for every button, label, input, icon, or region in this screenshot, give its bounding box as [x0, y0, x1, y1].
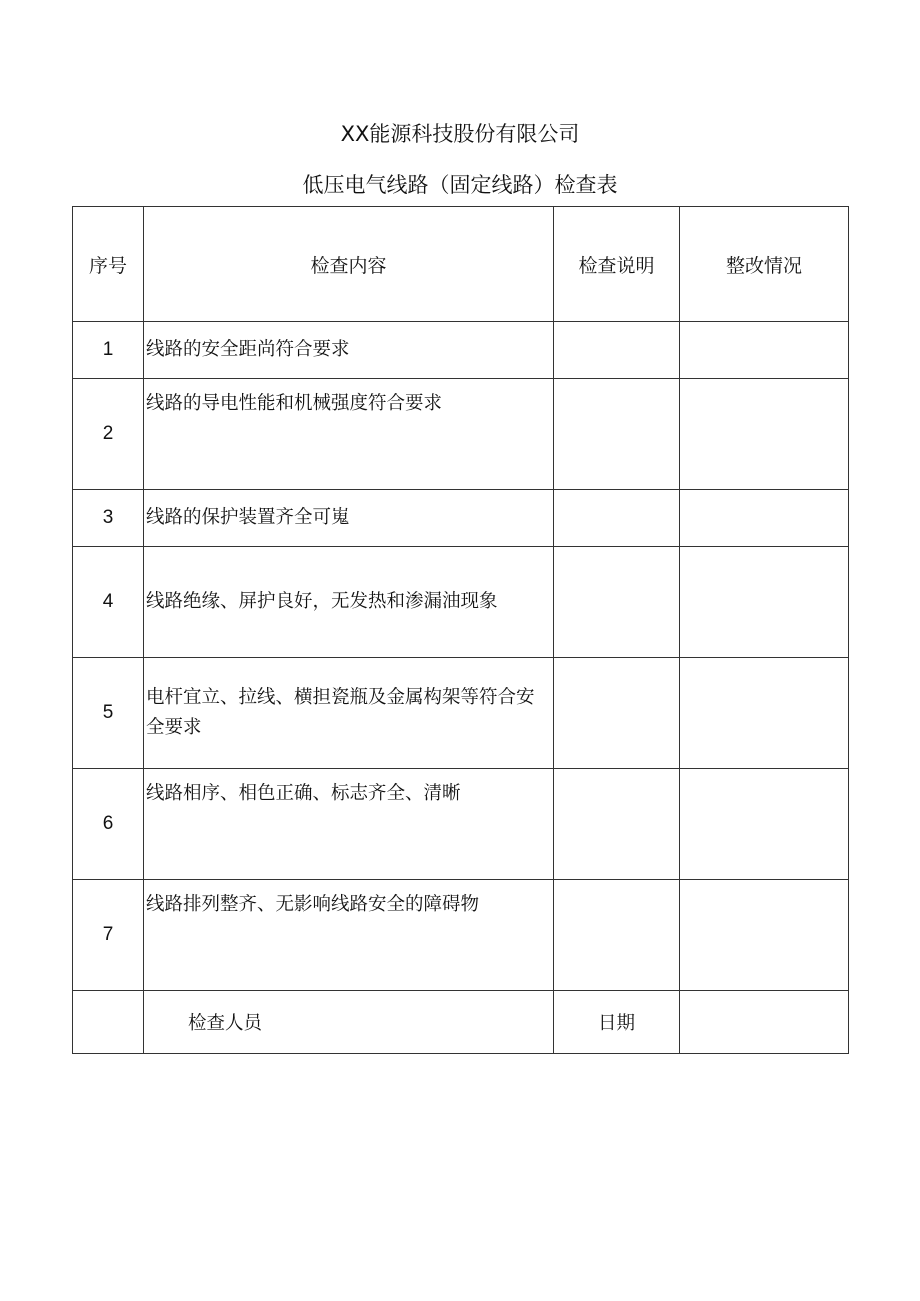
row-fix-cell[interactable] [680, 490, 849, 547]
row-note-cell[interactable] [554, 490, 680, 547]
form-title: 低压电气线路（固定线路）检查表 [302, 173, 618, 197]
row-fix-cell[interactable] [680, 769, 849, 880]
inspector-label: 检查人员 [144, 991, 554, 1054]
row-content: 电杆宜立、拉线、横担瓷瓶及金属构架等符合安全要求 [144, 658, 554, 769]
company-title: XX能源科技股份有限公司 [340, 122, 580, 146]
row-number: 5 [73, 658, 144, 769]
table-row [73, 322, 849, 379]
table-row [73, 658, 849, 769]
row-note-cell[interactable] [554, 880, 680, 991]
column-header-content: 检查内容 [144, 207, 554, 322]
row-fix-cell[interactable] [680, 547, 849, 658]
table-header-row [73, 207, 849, 322]
row-note-cell[interactable] [554, 769, 680, 880]
row-number: 2 [73, 379, 144, 490]
date-label: 日期 [554, 991, 680, 1054]
row-fix-cell[interactable] [680, 322, 849, 379]
row-content: 线路排列整齐、无影响线路安全的障碍物 [144, 880, 554, 991]
row-note-cell[interactable] [554, 547, 680, 658]
row-number: 4 [73, 547, 144, 658]
row-note-cell[interactable] [554, 322, 680, 379]
row-content: 线路的保护装置齐全可嵬 [144, 490, 554, 547]
row-content: 线路的安全距尚符合要求 [144, 322, 554, 379]
row-fix-cell[interactable] [680, 880, 849, 991]
date-value-cell[interactable] [680, 991, 849, 1054]
inspection-table [72, 206, 849, 1054]
row-number: 6 [73, 769, 144, 880]
row-note-cell[interactable] [554, 379, 680, 490]
row-fix-cell[interactable] [680, 379, 849, 490]
table-row [73, 880, 849, 991]
column-header-note: 检查说明 [554, 207, 680, 322]
table-row [73, 547, 849, 658]
row-note-cell[interactable] [554, 658, 680, 769]
row-content: 线路的导电性能和机械强度符合要求 [144, 379, 554, 490]
row-number: 7 [73, 880, 144, 991]
table-row [73, 490, 849, 547]
row-fix-cell[interactable] [680, 658, 849, 769]
column-header-no: 序号 [73, 207, 144, 322]
row-content: 线路绝缘、屏护良好，无发热和渗漏油现象 [144, 547, 554, 658]
table-row [73, 769, 849, 880]
row-content: 线路相序、相色正确、标志齐全、清晰 [144, 769, 554, 880]
table-footer-row [73, 991, 849, 1054]
table-row [73, 379, 849, 490]
column-header-fix: 整改情况 [680, 207, 849, 322]
row-number: 3 [73, 490, 144, 547]
row-number: 1 [73, 322, 144, 379]
footer-blank-cell [73, 991, 144, 1054]
